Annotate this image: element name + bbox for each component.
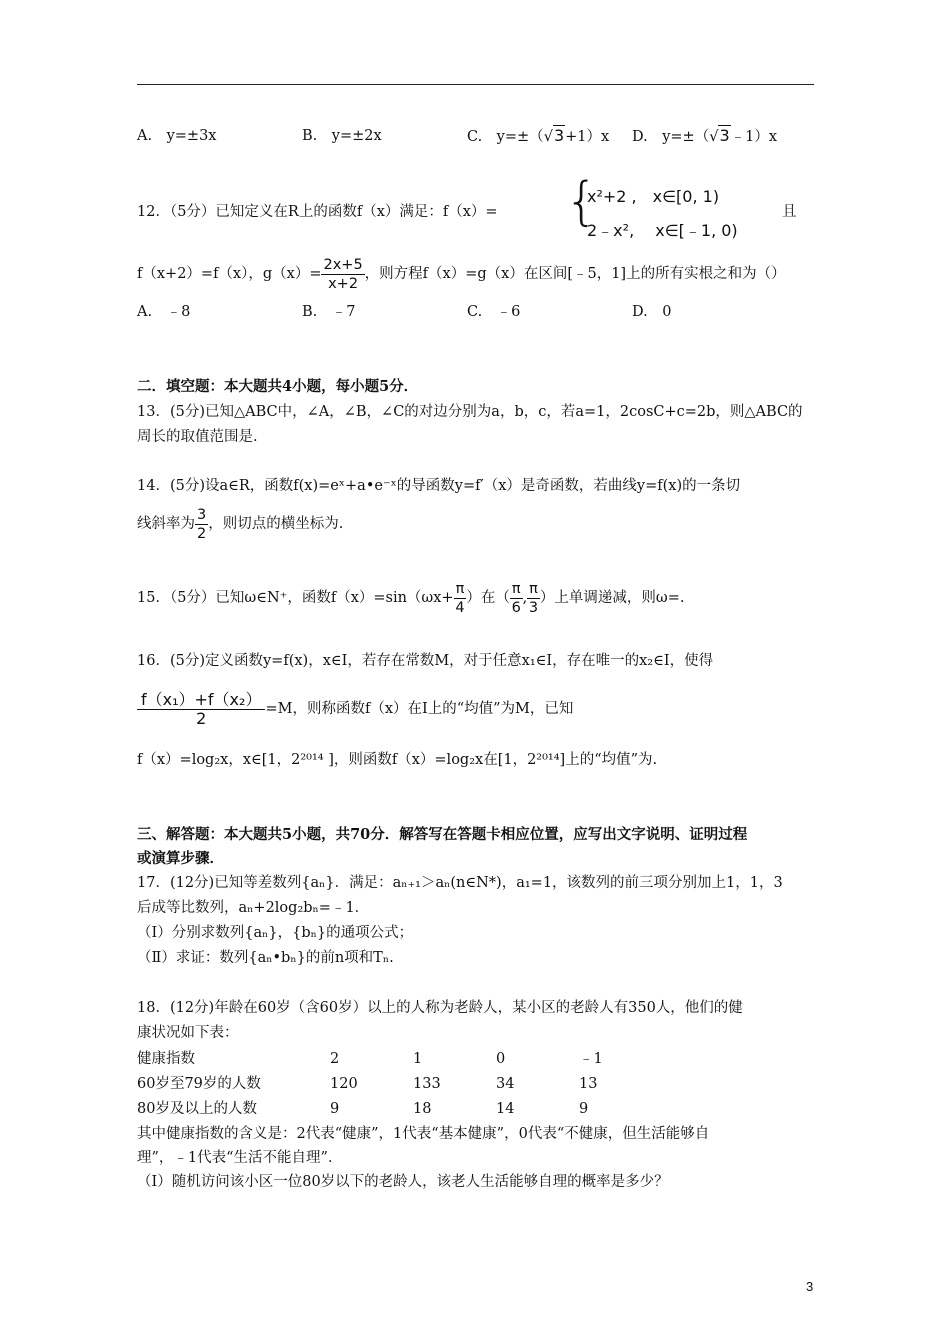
q11-option-d-post: ﹣1）x: [730, 129, 778, 145]
table-cell: 120: [330, 1076, 358, 1092]
table-cell: 14: [496, 1101, 515, 1117]
table-cell: 健康指数: [137, 1051, 195, 1067]
q14-post: ，则切点的横坐标为.: [208, 516, 344, 532]
fraction-pi-over-6: [510, 580, 523, 617]
radicand: 3: [553, 126, 565, 145]
table-cell: 0: [496, 1051, 506, 1067]
q16-line2: [137, 683, 573, 735]
fraction-numerator: π: [511, 580, 521, 597]
q11-option-d-pre: D. y=±（: [632, 129, 710, 145]
q16-post: =M，则称函数f（x）在I上的“均值”为M，已知: [265, 701, 574, 717]
q12-option-a: A. ﹣8: [137, 304, 191, 320]
table-cell: 80岁及以上的人数: [137, 1101, 257, 1117]
table-cell: 9: [579, 1101, 589, 1117]
q11-option-c-post: +1）x: [565, 129, 610, 145]
table-cell: 2: [330, 1051, 340, 1067]
q14-pre: 线斜率为: [137, 516, 195, 532]
table-cell: 18: [413, 1101, 432, 1117]
q15-line: [137, 578, 685, 618]
section-2-heading: 二．填空题：本大题共4小题，每小题5分．: [137, 378, 419, 395]
fraction-pi-over-4: [454, 580, 467, 617]
q17-line2: 后成等比数列，aₙ+2log₂bₙ=﹣1．: [137, 900, 370, 916]
table-cell: 34: [496, 1076, 515, 1092]
sqrt-symbol: √3: [543, 126, 565, 145]
q12-line2: [137, 254, 786, 294]
q17-part2: （Ⅱ）求证：数列{aₙ•bₙ}的前n项和Tₙ.: [137, 950, 394, 966]
radicand: 3: [719, 126, 730, 145]
q12-tail: 且: [782, 204, 797, 220]
piecewise-case-1: x²+2 , x∈[0, 1): [587, 187, 720, 206]
q11-option-b: B. y=±2x: [302, 128, 382, 144]
section-3-heading-line2: 或演算步骤．: [137, 850, 224, 867]
table-cell: 60岁至79岁的人数: [137, 1076, 261, 1092]
fraction-denominator: 3: [528, 599, 539, 616]
fraction-numerator: π: [455, 580, 465, 597]
piecewise-case-2: 2﹣x², x∈[﹣1, 0): [587, 221, 738, 240]
q16-line3: f（x）=log₂x，x∈[1，2²⁰¹⁴ ]，则函数f（x）=log₂x在[1，2²⁰¹⁴]上的“均值”为.: [137, 752, 658, 768]
fraction-numerator: 2x+5: [323, 256, 363, 273]
fraction-numerator: π: [529, 580, 538, 597]
table-cell: 133: [413, 1076, 441, 1092]
q16-line1: 16．(5分)定义函数y=f(x)，x∈I，若存在常数M，对于任意x₁∈I，存在唯一的x₂∈I，使得: [137, 653, 714, 669]
q13-line2: 周长的取值范围是.: [137, 429, 258, 445]
q18-line2: 康状况如下表：: [137, 1025, 239, 1041]
q11-option-c: [467, 126, 609, 147]
fraction-pi-over-3: [527, 580, 540, 617]
header-rule: [137, 84, 814, 85]
page-number: 3: [806, 1279, 814, 1294]
q14-line1: 14．(5分)设a∈R，函数f(x)=eˣ+a•e⁻ˣ的导函数y=f′（x）是奇函数，若曲线y=f(x)的一条切: [137, 478, 741, 494]
fraction-numerator: 3: [197, 506, 207, 523]
fraction-numerator: f（x₁）+f（x₂）: [137, 691, 265, 710]
q12-line2-post: ，则方程f（x）=g（x）在区间[﹣5，1]上的所有实根之和为（）: [364, 266, 786, 282]
q14-line2: [137, 504, 343, 544]
q11-option-c-pre: C. y=±（: [467, 129, 544, 145]
table-cell: ﹣1: [579, 1051, 603, 1067]
q11-option-a: A. y=±3x: [137, 128, 217, 144]
q17-part1: （Ⅰ）分别求数列{aₙ}，{bₙ}的通项公式；: [137, 925, 414, 941]
q12-option-b: B. ﹣7: [302, 304, 356, 320]
q12-line2-pre: f（x+2）=f（x），g（x）=: [137, 266, 322, 282]
mean-fraction: [137, 691, 265, 728]
q12-stem: 12．（5分）已知定义在R上的函数f（x）满足：f（x）=: [137, 204, 498, 220]
q12-option-c: C. ﹣6: [467, 304, 521, 320]
q15-sep: ,: [522, 590, 528, 606]
q17-line1: 17．(12分)已知等差数列{aₙ}．满足：aₙ₊₁＞aₙ(n∈N*)，a₁=1，该数列的前三项分别加上1，1，3: [137, 875, 783, 891]
q18-line4: 理”，﹣1代表“生活不能自理”．: [137, 1150, 343, 1166]
q13-line1: 13．(5分)已知△ABC中，∠A，∠B，∠C的对边分别为a，b，c，若a=1，2cosC+c=2b，则△ABC的: [137, 404, 803, 420]
q18-line1: 18．(12分)年龄在60岁（含60岁）以上的人称为老龄人，某小区的老龄人有350人，他们的健: [137, 1000, 743, 1016]
table-cell: 13: [579, 1076, 598, 1092]
q18-line3: 其中健康指数的含义是：2代表“健康”，1代表“基本健康”，0代表“不健康，但生活能够自: [137, 1126, 710, 1142]
fraction-denominator: 6: [511, 599, 521, 616]
slope-fraction: [195, 506, 208, 543]
q15-post: ）上单调递减，则ω=.: [539, 590, 685, 606]
q18-part1: （Ⅰ）随机访问该小区一位80岁以下的老龄人，该老人生活能够自理的概率是多少？: [137, 1174, 669, 1190]
q15-pre: 15．（5分）已知ω∈N⁺，函数f（x）=sin（ωx+: [137, 590, 454, 606]
q12-option-d: D. 0: [632, 304, 672, 320]
g-fraction: [321, 256, 364, 293]
sqrt-symbol: √3: [709, 126, 730, 145]
fraction-denominator: 4: [455, 599, 465, 616]
table-cell: 9: [330, 1101, 340, 1117]
fraction-denominator: 2: [196, 708, 207, 728]
fraction-denominator: x+2: [328, 275, 359, 292]
table-cell: 1: [413, 1051, 423, 1067]
fraction-denominator: 2: [197, 525, 207, 542]
q11-option-d: [632, 126, 777, 147]
q15-mid: ）在（: [466, 590, 510, 606]
left-brace: {: [565, 172, 599, 232]
section-3-heading-line1: 三、解答题：本大题共5小题，共70分．解答写在答题卡相应位置，应写出文字说明、证明过程: [137, 826, 748, 843]
